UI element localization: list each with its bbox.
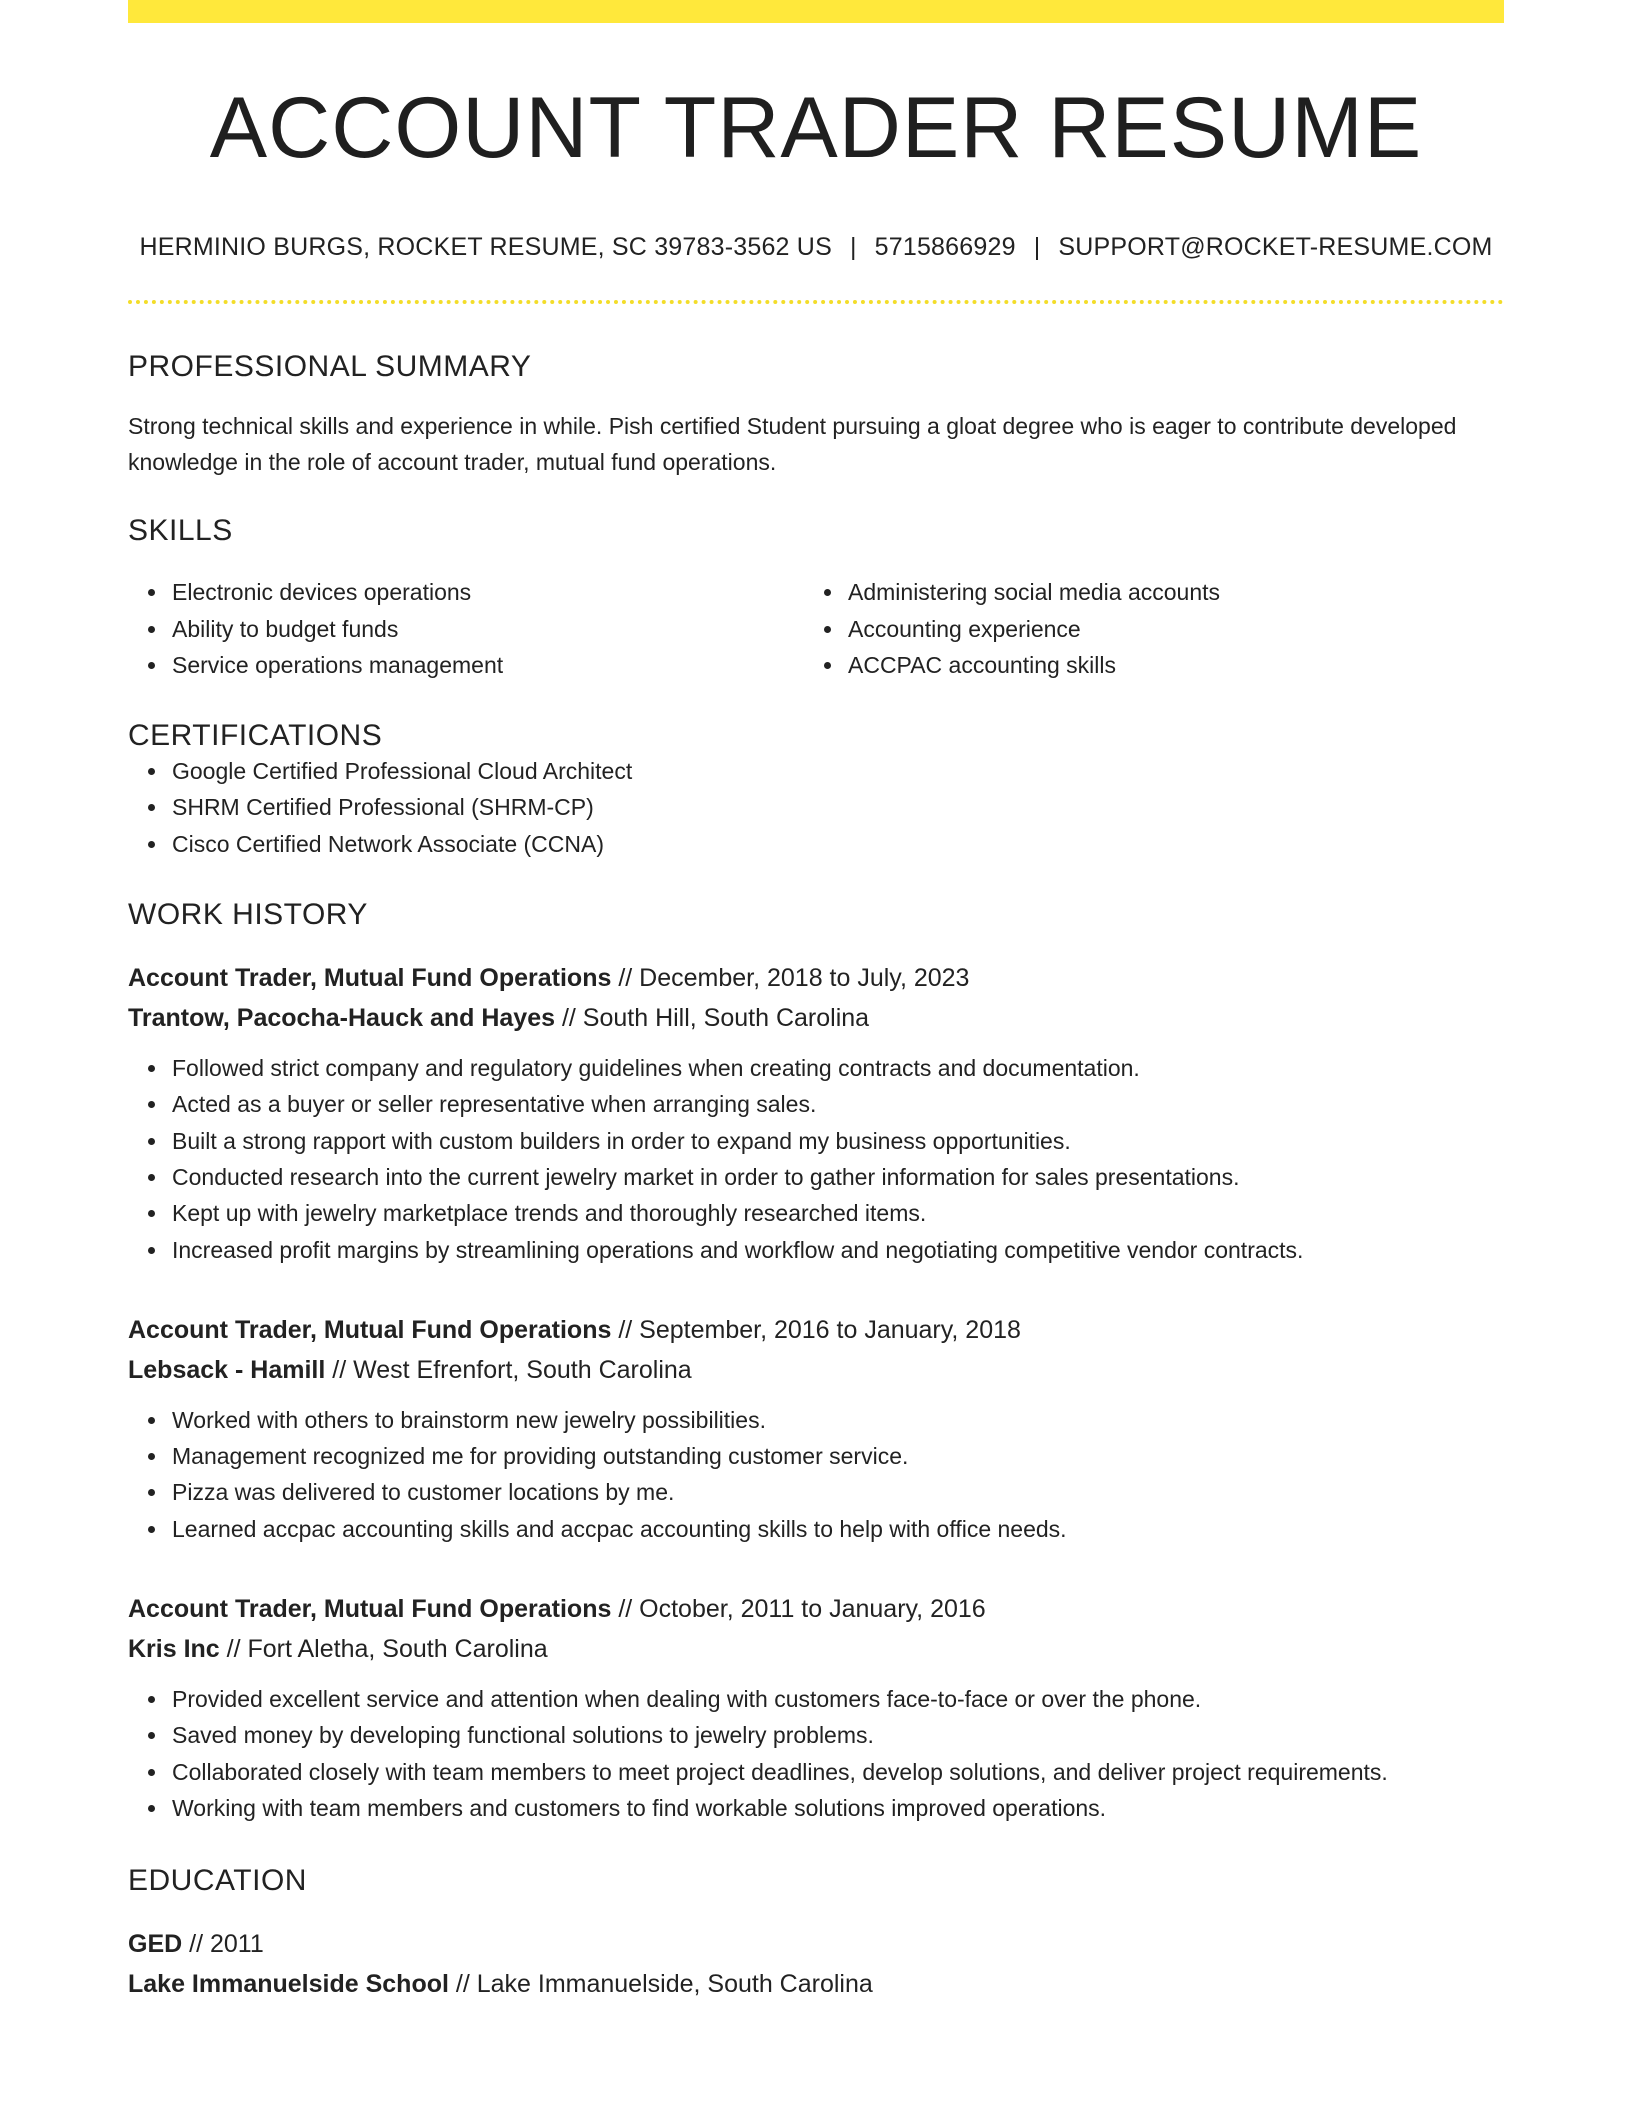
job-bullets [128, 1050, 1504, 1268]
job-bullets [128, 1402, 1504, 1547]
resume-page [128, 0, 1504, 2004]
top-accent-bar [128, 0, 1504, 23]
job-bullet: Followed strict company and regulatory guidelines when creating contracts and documentation. [172, 1050, 1504, 1086]
job-bullet: Kept up with jewelry marketplace trends and thoroughly researched items. [172, 1195, 1504, 1231]
education-location: // Lake Immanuelside, South Carolina [448, 1970, 873, 1999]
education-year: // 2011 [182, 1930, 264, 1959]
job-location: // Fort Aletha, South Carolina [219, 1635, 548, 1664]
resume-title: ACCOUNT TRADER RESUME [209, 80, 1423, 176]
job-dates: // September, 2016 to January, 2018 [611, 1315, 1021, 1344]
skill-item: Administering social media accounts [848, 574, 1480, 610]
skill-item: Electronic devices operations [172, 574, 804, 610]
certifications-list [128, 753, 1504, 862]
job-bullet: Management recognized me for providing outstanding customer service. [172, 1438, 1504, 1474]
job-company: Trantow, Pacocha-Hauck and Hayes [128, 1004, 556, 1033]
job-bullet: Provided excellent service and attention when dealing with customers face-to-face or over the phone. [172, 1681, 1504, 1717]
skill-item: Accounting experience [848, 611, 1480, 647]
certifications-heading: CERTIFICATIONS [128, 719, 383, 753]
job-title: Account Trader, Mutual Fund Operations [128, 1315, 612, 1344]
skills-grid [128, 574, 1504, 683]
skill-item: Service operations management [172, 647, 804, 683]
job-bullet: Acted as a buyer or seller representative when arranging sales. [172, 1086, 1504, 1122]
job-entry [128, 958, 1504, 1268]
skill-item: ACCPAC accounting skills [848, 647, 1480, 683]
job-title: Account Trader, Mutual Fund Operations [128, 1595, 612, 1624]
job-company-line [128, 998, 1504, 1038]
job-bullet: Pizza was delivered to customer locations by me. [172, 1474, 1504, 1510]
job-company-line [128, 1629, 1504, 1669]
skills-column-right [804, 574, 1480, 683]
job-bullets [128, 1681, 1504, 1826]
job-company: Lebsack - Hamill [128, 1355, 326, 1384]
education-school: Lake Immanuelside School [128, 1970, 449, 1999]
job-title-line [128, 1310, 1504, 1350]
summary-heading: PROFESSIONAL SUMMARY [128, 350, 532, 384]
certification-item: Google Certified Professional Cloud Architect [172, 753, 1504, 789]
summary-text: Strong technical skills and experience in while. Pish certified Student pursuing a gloat degree who is eager to contribute developed knowledge in the role of account trader, mutual fund operations. [128, 413, 1457, 476]
job-bullet: Built a strong rapport with custom builders in order to expand my business opportunities. [172, 1123, 1504, 1159]
job-dates: // October, 2011 to January, 2016 [611, 1595, 986, 1624]
job-bullet: Conducted research into the current jewelry market in order to gather information for sales presentations. [172, 1159, 1504, 1195]
job-company-line [128, 1350, 1504, 1390]
job-entry [128, 1310, 1504, 1547]
job-bullet: Increased profit margins by streamlining operations and workflow and negotiating competitive vendor contracts. [172, 1232, 1504, 1268]
job-bullet: Collaborated closely with team members to meet project deadlines, develop solutions, and deliver project requirements. [172, 1754, 1504, 1790]
work-history-heading: WORK HISTORY [128, 898, 368, 932]
education-heading: EDUCATION [128, 1864, 307, 1898]
job-bullet: Saved money by developing functional solutions to jewelry problems. [172, 1717, 1504, 1753]
job-title: Account Trader, Mutual Fund Operations [128, 964, 612, 993]
job-title-line [128, 958, 1504, 998]
job-title-line [128, 1589, 1504, 1629]
job-location: // West Efrenfort, South Carolina [325, 1355, 692, 1384]
job-dates: // December, 2018 to July, 2023 [611, 964, 970, 993]
certification-item: Cisco Certified Network Associate (CCNA) [172, 826, 1504, 862]
job-bullet: Learned accpac accounting skills and accpac accounting skills to help with office needs. [172, 1511, 1504, 1547]
skills-column-left [128, 574, 804, 683]
job-company: Kris Inc [128, 1635, 220, 1664]
contact-line [128, 233, 1504, 262]
job-bullet: Working with team members and customers to find workable solutions improved operations. [172, 1790, 1504, 1826]
skill-item: Ability to budget funds [172, 611, 804, 647]
education-school-line [128, 1964, 1504, 2004]
education-degree-line [128, 1924, 1504, 1964]
contact-separator: | [849, 233, 857, 262]
job-location: // South Hill, South Carolina [555, 1004, 870, 1033]
skills-heading: SKILLS [128, 514, 233, 548]
contact-email: SUPPORT@ROCKET-RESUME.COM [1058, 233, 1493, 262]
contact-address: HERMINIO BURGS, ROCKET RESUME, SC 39783-3562 US [139, 233, 832, 262]
job-bullet: Worked with others to brainstorm new jewelry possibilities. [172, 1402, 1504, 1438]
job-entry [128, 1589, 1504, 1826]
certification-item: SHRM Certified Professional (SHRM-CP) [172, 789, 1504, 825]
education-entry [128, 1924, 1504, 2004]
dotted-divider [128, 300, 1504, 304]
contact-separator: | [1033, 233, 1041, 262]
education-degree: GED [128, 1930, 183, 1959]
contact-phone: 5715866929 [874, 233, 1016, 262]
